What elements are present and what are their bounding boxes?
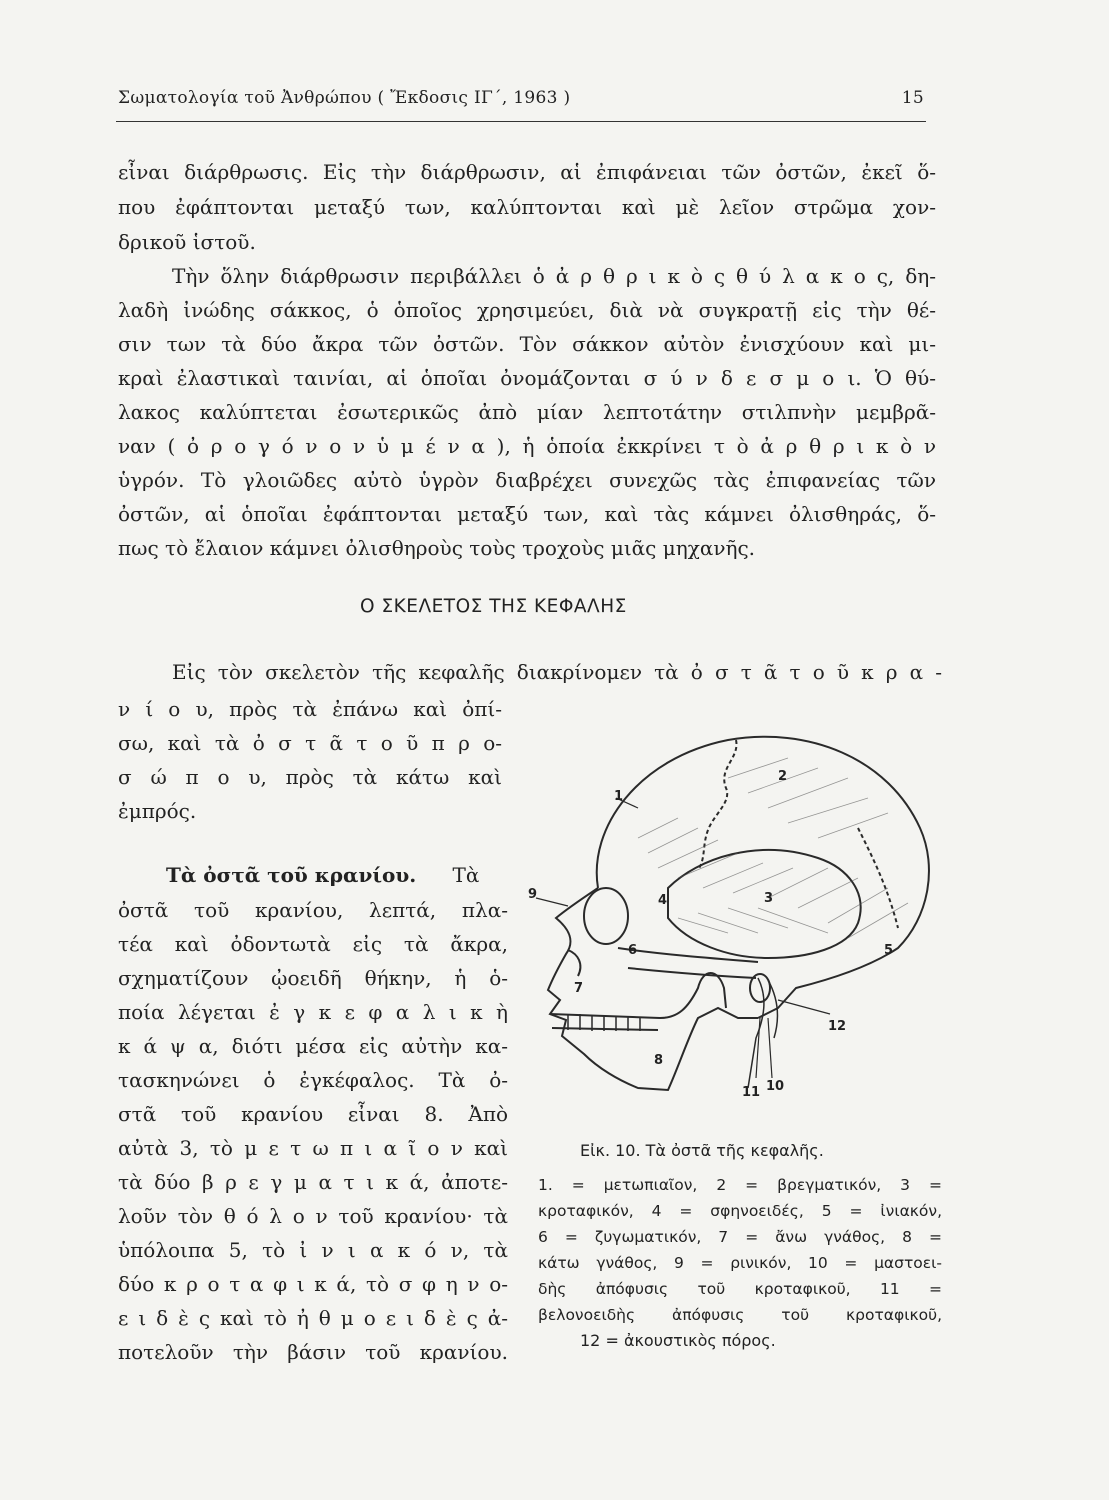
figure-caption-line: βελονοειδὴς ἀπόφυσις τοῦ κροταφικοῦ, <box>538 1306 942 1324</box>
text-line: ὑπόλοιπα 5, τὸ ἰ ν ι α κ ό ν, τὰ <box>118 1238 508 1262</box>
text-line: λακος καλύπτεται ἐσωτερικῶς ἀπὸ μίαν λεπτοτάτην στιλπνὴν μεμβρᾶ- <box>118 400 936 424</box>
text-line: που ἐφάπτονται μεταξύ των, καλύπτονται καὶ μὲ λεῖον στρῶμα χον- <box>118 195 936 219</box>
text-line: κραὶ ἐλαστικαὶ ταινίαι, αἱ ὁποῖαι ὀνομάζονται σ ύ ν δ ε σ μ ο ι. Ὁ θύ- <box>118 366 936 390</box>
figure-label-11: 11 <box>742 1085 761 1100</box>
text-line: τέα καὶ ὀδοντωτὰ εἰς τὰ ἄκρα, <box>118 932 508 956</box>
figure-caption-line: 1. = μετωπιαῖον, 2 = βρεγματικόν, 3 = <box>538 1176 942 1194</box>
figure-caption-line: κάτω γνάθος, 9 = ρινικόν, 10 = μαστοει- <box>538 1254 942 1272</box>
text-line: ποία λέγεται ἐ γ κ ε φ α λ ι κ ὴ <box>118 1000 508 1024</box>
text-line: τὰ δύο β ρ ε γ μ α τ ι κ ά, ἀποτε- <box>118 1170 508 1194</box>
header-title: Σωματολογία τοῦ Ἀνθρώπου ( Ἔκδοσις ΙΓ΄, 1963 ) <box>118 88 571 108</box>
figure-label-2: 2 <box>778 769 788 784</box>
figure-label-12: 12 <box>828 1019 847 1034</box>
text-line: σω, καὶ τὰ ὀ σ τ ᾶ τ ο ῦ π ρ ο- <box>118 731 502 755</box>
text-line: στᾶ τοῦ κρανίου εἶναι 8. Ἀπὸ <box>118 1102 508 1126</box>
cranium-subheading: Τὰ ὀστᾶ τοῦ κρανίου. <box>166 863 417 887</box>
figure-label-8: 8 <box>654 1053 664 1068</box>
figure-caption-line: 12 = ἀκουστικὸς πόρος. <box>580 1331 776 1350</box>
figure-caption-line: 6 = ζυγωματικόν, 7 = ἄνω γνάθος, 8 = <box>538 1228 942 1246</box>
text-line: σχηματίζουν ᾠοειδῆ θήκην, ἡ ὁ- <box>118 966 508 990</box>
text-line: ὀστῶν, αἱ ὁποῖαι ἐφάπτονται μεταξύ των, καὶ τὰς κάμνει ὀλισθηράς, ὅ- <box>118 502 936 526</box>
figure-label-5: 5 <box>884 943 894 958</box>
running-header <box>118 88 924 108</box>
figure-caption-line: δὴς ἀπόφυσις τοῦ κροταφικοῦ, 11 = <box>538 1280 942 1298</box>
text-line: ὀστᾶ τοῦ κρανίου, λεπτά, πλα- <box>118 898 508 922</box>
figure-label-7: 7 <box>574 981 584 996</box>
text-line: ν ί ο υ, πρὸς τὰ ἐπάνω καὶ ὀπί- <box>118 697 502 721</box>
text-line: λαδὴ ἰνώδης σάκκος, ὁ ὁποῖος χρησιμεύει, διὰ νὰ συγκρατῇ εἰς τὴν θέ- <box>118 298 936 322</box>
text-line: τασκηνώνει ὁ ἐγκέφαλος. Τὰ ὀ- <box>118 1068 508 1092</box>
text-line: λοῦν τὸν θ ό λ ο ν τοῦ κρανίου· τὰ <box>118 1204 508 1228</box>
figure-label-3: 3 <box>764 891 774 906</box>
figure-label-4: 4 <box>658 893 668 908</box>
text-line: ε ι δ ὲ ς καὶ τὸ ἠ θ μ ο ε ι δ ὲ ς ἀ- <box>118 1306 508 1330</box>
skull-illustration <box>528 718 938 1118</box>
figure-caption-line: κροταφικόν, 4 = σφηνοειδές, 5 = ἰνιακόν, <box>538 1202 942 1220</box>
figure-label-9: 9 <box>528 887 538 902</box>
text-line: ποτελοῦν τὴν βάσιν τοῦ κρανίου. <box>118 1340 508 1364</box>
figure-label-6: 6 <box>628 943 638 958</box>
text-line: Εἰς τὸν σκελετὸν τῆς κεφαλῆς διακρίνομεν τὰ ὀ σ τ ᾶ τ ο ῦ κ ρ α - <box>172 660 942 684</box>
text-line: Τὴν ὅλην διάρθρωσιν περιβάλλει ὁ ἀ ρ θ ρ ι κ ὸ ς θ ύ λ α κ ο ς, δη- <box>172 264 936 288</box>
header-rule <box>116 121 926 122</box>
section-heading: Ο ΣΚΕΛΕΤΟΣ ΤΗΣ ΚΕΦΑΛΗΣ <box>360 596 627 617</box>
text-line: αὐτὰ 3, τὸ μ ε τ ω π ι α ῖ ο ν καὶ <box>118 1136 508 1160</box>
page-number: 15 <box>901 88 924 108</box>
text-line: εἶναι διάρθρωσις. Εἰς τὴν διάρθρωσιν, αἱ ἐπιφάνειαι τῶν ὀστῶν, ἐκεῖ ὅ- <box>118 160 936 184</box>
figure-label-10: 10 <box>766 1079 785 1094</box>
figure-label-1: 1 <box>614 789 624 804</box>
text-line: ὑγρόν. Τὸ γλοιῶδες αὐτὸ ὑγρὸν διαβρέχει συνεχῶς τὰς ἐπιφανείας τῶν <box>118 468 936 492</box>
text-line: δρικοῦ ἱστοῦ. <box>118 230 256 254</box>
text-line: δύο κ ρ ο τ α φ ι κ ά, τὸ σ φ η ν ο- <box>118 1272 508 1296</box>
text-line: σιν των τὰ δύο ἄκρα τῶν ὀστῶν. Τὸν σάκκον αὐτὸν ἐνισχύουν καὶ μι- <box>118 332 936 356</box>
text-line: πως τὸ ἔλαιον κάμνει ὀλισθηροὺς τοὺς τροχοὺς μιᾶς μηχανῆς. <box>118 536 756 560</box>
text-line: σ ώ π ο υ, πρὸς τὰ κάτω καὶ <box>118 765 502 789</box>
cranium-first-line: Τὰ ὀστᾶ τοῦ κρανίου. Τὰ <box>166 863 480 887</box>
figure-caption-title: Εἰκ. 10. Τὰ ὀστᾶ τῆς κεφαλῆς. <box>580 1141 824 1160</box>
text-line: κ ά ψ α, διότι μέσα εἰς αὐτὴν κα- <box>118 1034 508 1058</box>
text-line: ναν ( ὀ ρ ο γ ό ν ο ν ὑ μ έ ν α ), ἡ ὁποία ἐκκρίνει τ ὸ ἀ ρ θ ρ ι κ ὸ ν <box>118 434 936 458</box>
text-line: ἐμπρός. <box>118 799 197 823</box>
